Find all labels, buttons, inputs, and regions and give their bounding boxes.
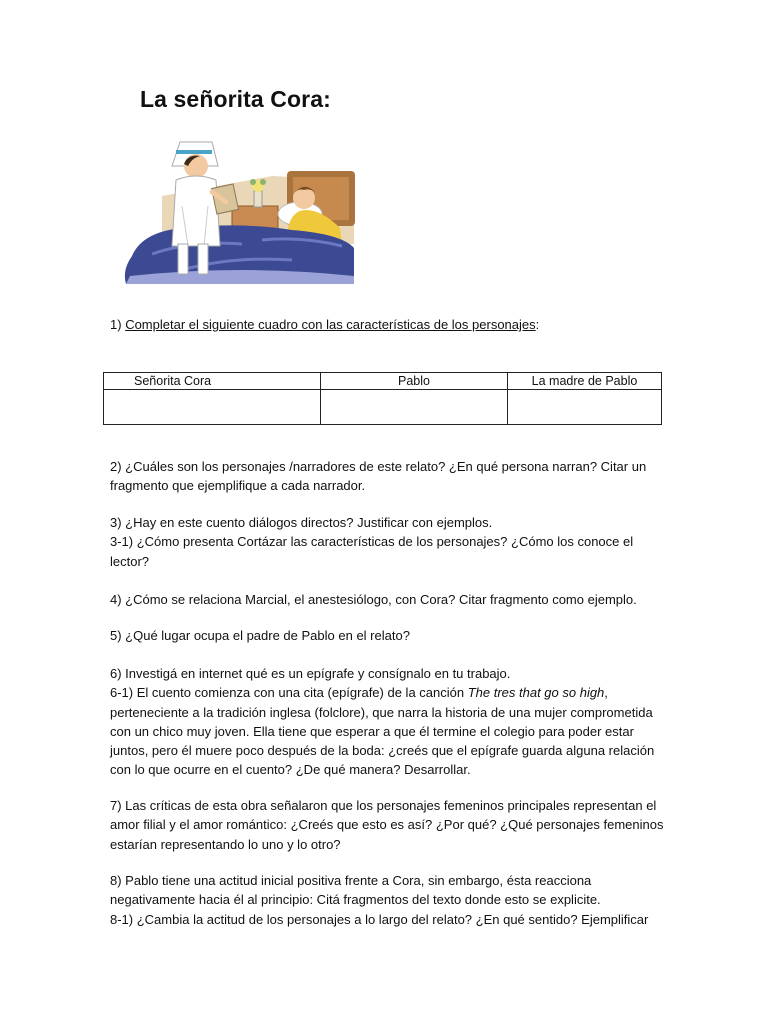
question-5-text: 5) ¿Qué lugar ocupa el padre de Pablo en el relato?	[110, 628, 410, 643]
song-title: The tres that go so high	[467, 685, 605, 701]
cell-senorita-cora[interactable]	[104, 390, 321, 425]
cell-pablo[interactable]	[321, 390, 508, 425]
nurse-with-clipboard-and-boy-in-bed-illustration	[122, 136, 358, 284]
question-2	[110, 457, 665, 496]
question-7-text: 7) Las críticas de esta obra señalaron que los personajes femeninos principales representan el amor filial y el amor romántico: ¿Creés que esto es así? ¿Por qué? ¿Qué personajes femeninos estarían representando lo uno y lo otro?	[110, 798, 664, 852]
question-4	[110, 590, 665, 609]
question-8-1-text: 8-1) ¿Cambia la actitud de los personajes a lo largo del relato? ¿En qué sentido? Ejemplificar	[110, 911, 649, 927]
question-4-text: 4) ¿Cómo se relaciona Marcial, el anestesiólogo, con Cora? Citar fragmento como ejemplo.	[110, 592, 637, 607]
question-6-1-text	[110, 683, 665, 779]
question-6-block	[110, 664, 665, 780]
question-3-1-text: 3-1) ¿Cómo presenta Cortázar las características de los personajes? ¿Cómo los conoce el lector?	[110, 534, 634, 569]
page-title: La señorita Cora:	[140, 86, 331, 112]
header-pablo: Pablo	[321, 373, 508, 390]
question-1-colon: :	[535, 317, 540, 332]
question-6-1-start: 6-1) El cuento comienza con una cita (epígrafe) de la canción	[110, 685, 468, 701]
question-6-1-end: , perteneciente a la tradición inglesa (folclore), que narra la historia de una mujer comprometida con un chico muy joven. Ella tiene que esperar a que él termine el colegio para poder estar juntos, pero él muere poco después de la boda: ¿creés que el epígrafe guarda alguna relación con lo que ocurre en el cuento? ¿De qué manera? Desarrollar.	[110, 685, 655, 778]
question-1-text: Completar el siguiente cuadro con las características de los personajes	[125, 317, 536, 332]
table-row	[104, 390, 662, 425]
question-3-text: 3) ¿Hay en este cuento diálogos directos? Justificar con ejemplos.	[110, 515, 493, 530]
cell-madre-de-pablo[interactable]	[508, 390, 662, 425]
header-senorita-cora: Señorita Cora	[104, 373, 321, 390]
question-1-number: 1)	[110, 317, 122, 332]
question-2-text: 2) ¿Cuáles son los personajes /narradores de este relato? ¿En qué persona narran? Citar un fragmento que ejemplifique a cada narrador.	[110, 459, 647, 494]
nurse-and-patient-illustration	[122, 136, 358, 284]
question-5	[110, 626, 665, 645]
question-8-text: 8) Pablo tiene una actitud inicial positiva frente a Cora, sin embargo, ésta reacciona negativamente hacia él al principio: Citá fragmentos del texto donde esto se explicite.	[110, 873, 601, 908]
question-3-block	[110, 513, 665, 571]
question-1	[110, 317, 539, 332]
table-header-row	[104, 373, 662, 390]
question-8-block	[110, 871, 665, 929]
question-6-text: 6) Investigá en internet qué es un epígrafe y consígnalo en tu trabajo.	[110, 666, 511, 681]
characters-table	[103, 372, 662, 425]
question-7	[110, 796, 665, 854]
header-madre-de-pablo: La madre de Pablo	[508, 373, 662, 390]
